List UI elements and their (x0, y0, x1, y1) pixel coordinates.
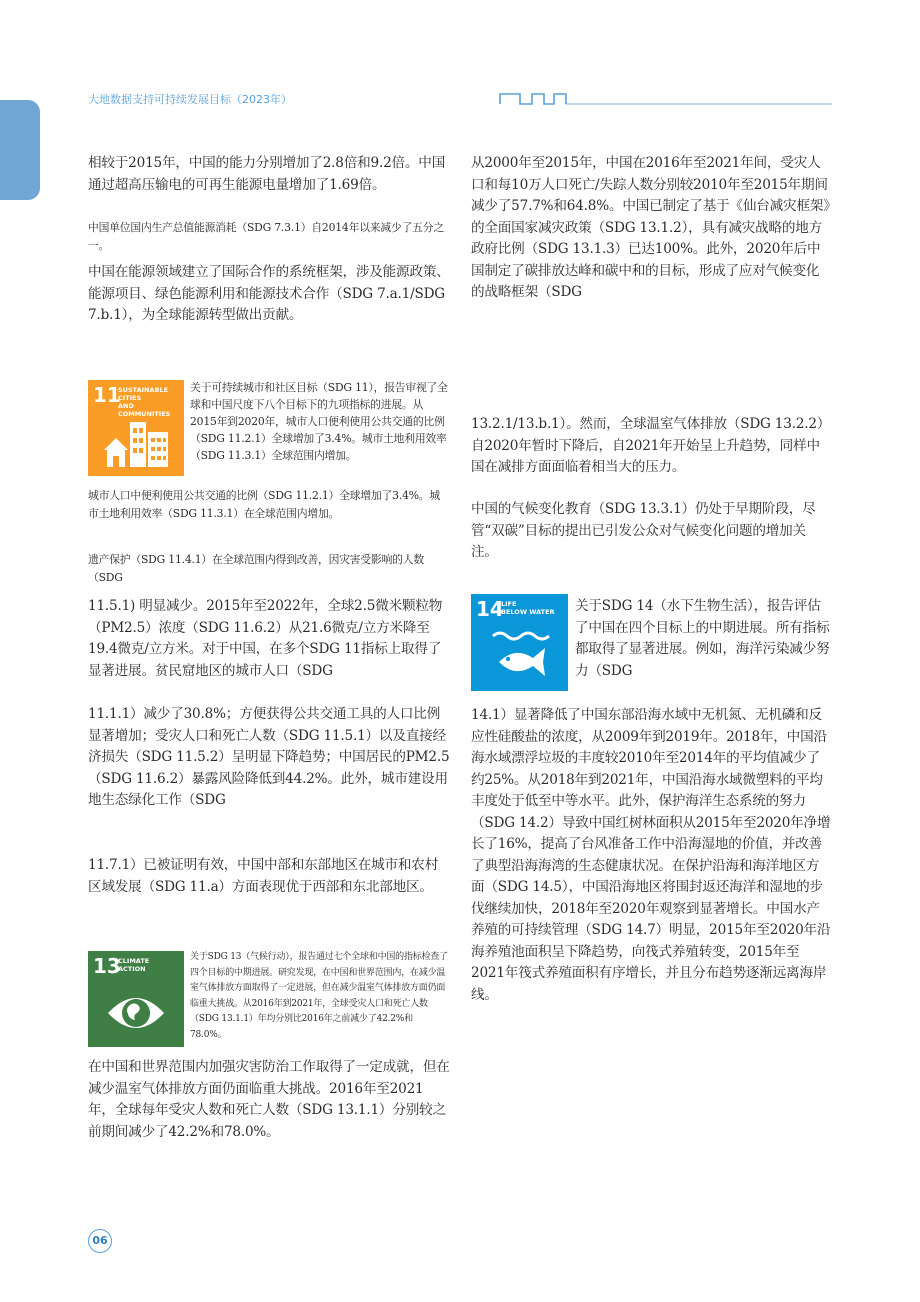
side-tab (0, 100, 40, 200)
sdg14-title-line1: LIFE (501, 600, 517, 608)
right-paragraph-1: 从2000年至2015年，中国在2016年至2021年间，受灾人口和每10万人口死亡/失踪人数分别较2010年至2015年期间减少了57.7%和64.8%。中国已制定了基于《仙台减灾框架》的全面国家减灾政策（SDG 13.1.2），具有减灾战略的地方政府比例（SDG 13.1.3）已达100%。此外，2020年后中国制定了碳排放达峰和碳中和的目标，形成了应对气候变化的战略框架（SDG (471, 155, 830, 300)
sdg11-number: 11 (93, 383, 121, 407)
header-decoration (498, 90, 832, 106)
left-paragraph-8: 11.7.1）已被证明有效，中国中部和东部地区在城市和农村区域发展（SDG 11.a）方面表现优于西部和东北部地区。 (88, 857, 439, 895)
eye-globe-icon (106, 985, 166, 1041)
left-paragraph-9: 在中国和世界范围内加强灾害防治工作取得了一定成就，但在减少温室气体排放方面仍面临重大挑战。2016年至2021年，全球每年受灾人数和死亡人数（SDG 13.1.1）分别较之前期间减少了42.2%和78.0%。 (88, 1059, 450, 1140)
sdg13-title-line1: CLIMATE (118, 957, 150, 965)
sdg13-number: 13 (93, 954, 121, 978)
sdg11-icon (88, 380, 184, 476)
left-paragraph-6: 11.5.1) 明显减少。2015年至2022年，全球2.5微米颗粒物（PM2.5）浓度（SDG 11.6.2）从21.6微克/立方米降至19.4微克/立方米。对于中国，在多个SDG 11指标上取得了显著进展。贫民窟地区的城市人口（SDG (88, 598, 443, 679)
sdg11-title-line1: SUSTAINABLE CITIES (118, 386, 169, 402)
left-paragraph-3: 中国在能源领域建立了国际合作的系统框架，涉及能源政策、能源项目、绿色能源利用和能源技术合作（SDG 7.a.1/SDG 7.b.1），为全球能源转型做出贡献。 (88, 264, 450, 323)
sdg13-title-line2: ACTION (118, 965, 146, 973)
city-icon (102, 416, 172, 468)
sdg14-title-line2: BELOW WATER (501, 608, 555, 616)
page-number: 06 (88, 1229, 112, 1253)
left-paragraph-1: 相较于2015年，中国的能力分别增加了2.8倍和9.2倍。中国通过超高压输电的可再生能源电量增加了1.69倍。 (88, 155, 446, 193)
left-paragraph-2: 中国单位国内生产总值能源消耗（SDG 7.3.1）自2014年以来减少了五分之一。 (88, 221, 444, 252)
left-paragraph-7: 11.1.1）减少了30.8%；方便获得公共交通工具的人口比例显著增加；受灾人口和死亡人数（SDG 11.5.1）以及直接经济损失（SDG 11.5.2）呈明显下降趋势；中国居民的PM2.5（SDG 11.6.2）暴露风险降低到44.2%。此外，城市建设用地生态绿化工作（SDG (88, 706, 450, 808)
right-paragraph-4: 14.1）显著降低了中国东部沿海水域中无机氮、无机磷和反应性硅酸盐的浓度，从2009年到2019年。2018年，中国沿海水域漂浮垃圾的丰度较2010年至2014年的平均值减少了约25%。从2018年到2021年，中国沿海水域微塑料的平均丰度处于低至中等水平。此外，保护海洋生态系统的努力（SDG 14.2）导致中国红树林面积从2015年至2020年净增长了16%，提高了台风准备工作中沿海湿地的价值，并改善了典型沿海海湾的生态健康状况。在保护沿海和海洋地区方面（SDG 14.5），中国沿海地区将围封返还海洋和湿地的步伐继续加快，2018年至2020年观察到显著增长。中国水产养殖的可持续管理（SDG 14.7）明显，2015年至2020年沿海养殖池面积呈下降趋势，向筏式养殖转变，2015年至2021年筏式养殖面积有序增长，并且分布趋势逐渐远离海岸线。 (471, 707, 831, 1003)
fish-wave-icon (489, 628, 551, 684)
right-paragraph-3: 中国的气候变化教育（SDG 13.3.1）仍处于早期阶段，尽管“双碳”目标的提出已引发公众对气候变化问题的增加关注。 (471, 501, 816, 560)
sdg11-title-line2: AND COMMUNITIES (118, 402, 171, 418)
sdg13-description: 关于SDG 13（气候行动），报告通过七个全球和中国的指标检查了四个目标的中期进展。研究发现，在中国和世界范围内，在减少温室气体排放方面取得了一定进展，但在减少温室气体排放方面仍面临重大挑战。从2016年到2021年，全球受灾人口和死亡人数（SDG 13.1.1）年均分别比2016年之前减少了42.2%和78.0%。 (190, 952, 448, 1040)
sdg13-icon (88, 951, 184, 1047)
sdg11-description: 关于可持续城市和社区目标（SDG 11），报告审视了全球和中国尺度下八个目标下的九项指标的进展。从2015年到2020年，城市人口便利使用公共交通的比例（SDG 11.2.1）全球增加了3.4%。城市土地利用效率（SDG 11.3.1）全球范围内增加。 (190, 381, 448, 462)
left-paragraph-5: 遗产保护（SDG 11.4.1）在全球范围内得到改善，因灾害受影响的人数（SDG (88, 553, 424, 584)
right-paragraph-2: 13.2.1/13.b.1）。然而，全球温室气体排放（SDG 13.2.2）自2020年暂时下降后，自2021年开始呈上升趋势，同样中国在减排方面面临着相当大的压力。 (471, 416, 831, 475)
sdg14-description: 关于SDG 14（水下生物生活），报告评估了中国在四个目标上的中期进展。所有指标都取得了显著进展。例如，海洋污染减少努力（SDG (575, 598, 830, 679)
sdg14-number: 14 (476, 597, 504, 621)
left-paragraph-4: 城市人口中便利使用公共交通的比例（SDG 11.2.1）全球增加了3.4%。城市土地利用效率（SDG 11.3.1）在全球范围内增加。 (88, 489, 441, 520)
sdg14-icon (471, 594, 568, 691)
header-title: 大地数据支持可持续发展目标（2023年） (88, 93, 292, 106)
